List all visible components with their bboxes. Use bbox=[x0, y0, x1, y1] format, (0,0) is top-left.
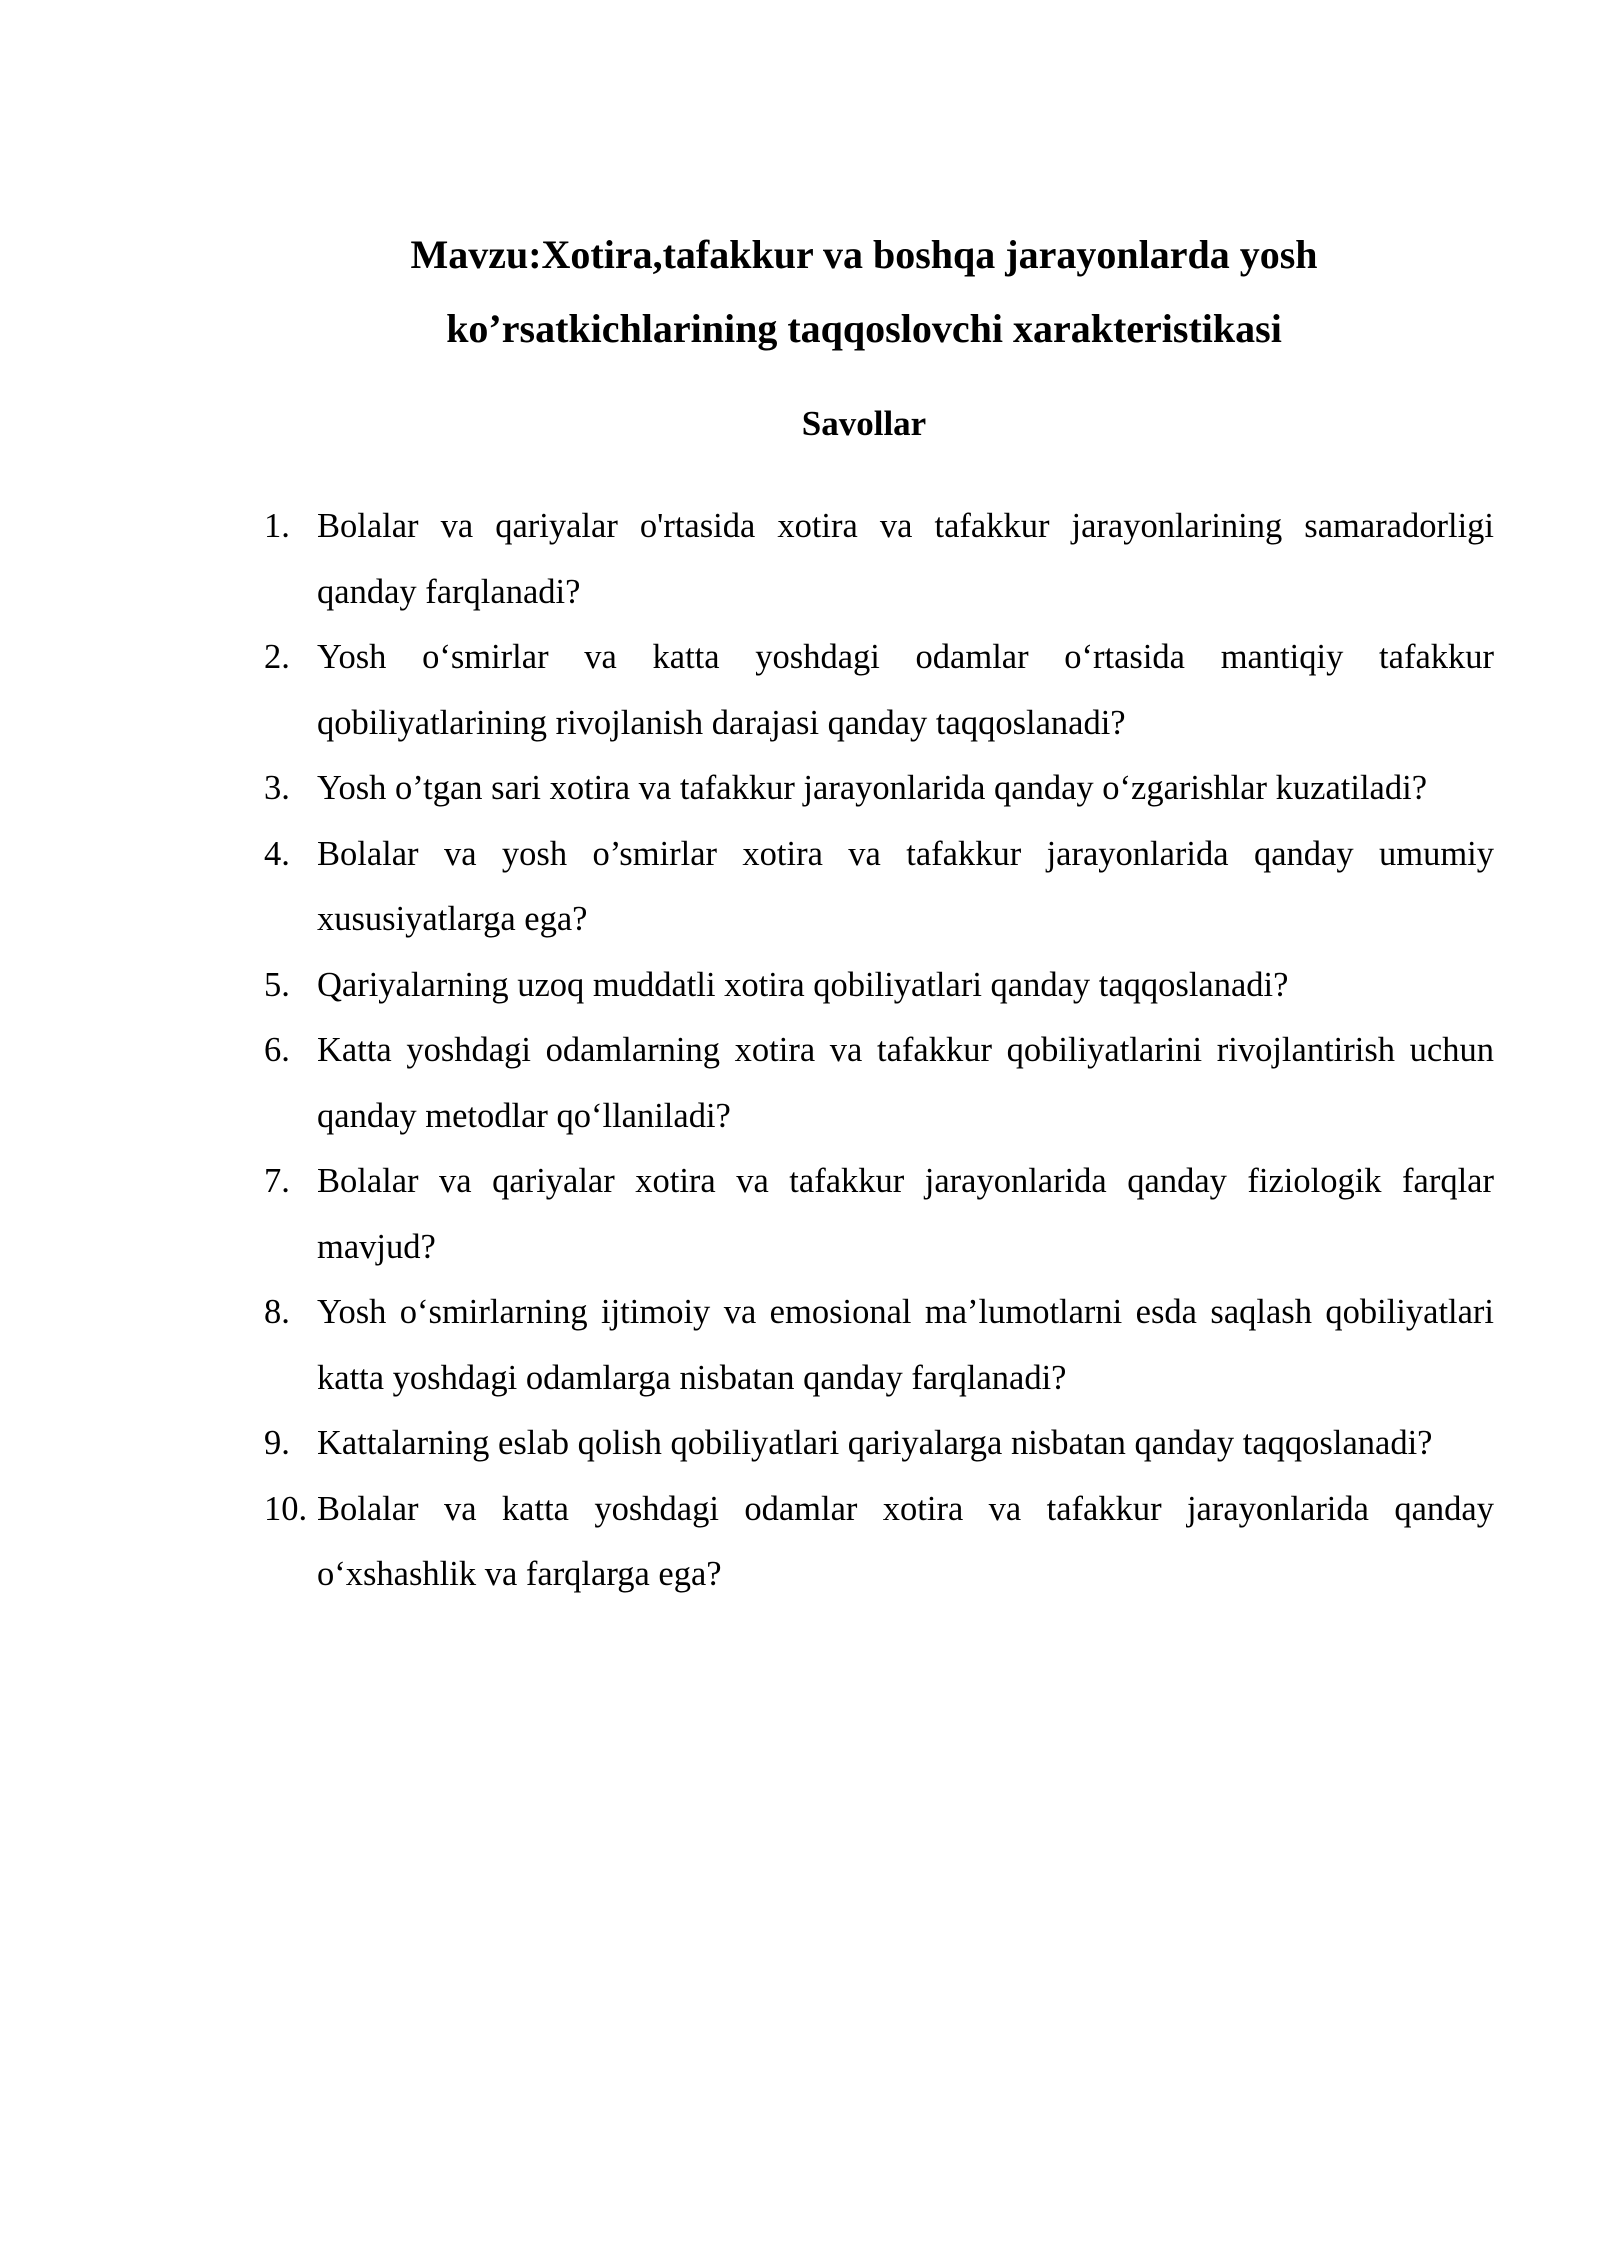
title-line-1: Mavzu:Xotira,tafakkur va boshqa jarayonlarda yosh bbox=[410, 232, 1318, 277]
question-list bbox=[264, 494, 1494, 1608]
question-item bbox=[264, 1280, 1494, 1411]
question-text: Bolalar va qariyalar o'rtasida xotira va tafakkur jarayonlarining samaradorligi qanday farqlanadi? bbox=[317, 507, 1494, 611]
question-text: Yosh oʻsmirlar va katta yoshdagi odamlar oʻrtasida mantiqiy tafakkur qobiliyatlarining rivojlanish darajasi qanday taqqoslanadi? bbox=[317, 638, 1494, 742]
question-text: Katta yoshdagi odamlarning xotira va tafakkur qobiliyatlarini rivojlantirish uchun qanday metodlar qoʻllaniladi? bbox=[317, 1031, 1494, 1135]
question-item bbox=[264, 953, 1494, 1019]
question-text: Bolalar va katta yoshdagi odamlar xotira va tafakkur jarayonlarida qanday oʻxshashlik va farqlarga ega? bbox=[317, 1489, 1494, 1593]
question-text: Kattalarning eslab qolish qobiliyatlari qariyalarga nisbatan qanday taqqoslanadi? bbox=[317, 1424, 1433, 1462]
question-number: 5. bbox=[264, 965, 290, 1004]
question-text: Yosh oʻsmirlarning ijtimoiy va emosional ma’lumotlarni esda saqlash qobiliyatlari katta yoshdagi odamlarga nisbatan qanday farqlanadi? bbox=[317, 1293, 1494, 1397]
question-item bbox=[264, 1018, 1494, 1149]
question-number: 2. bbox=[264, 638, 290, 676]
question-number: 7. bbox=[264, 1162, 290, 1200]
question-number: 6. bbox=[264, 1031, 290, 1069]
question-text: Yosh o’tgan sari xotira va tafakkur jarayonlarida qanday oʻzgarishlar kuzatiladi? bbox=[317, 769, 1428, 807]
question-number: 1. bbox=[264, 507, 290, 545]
question-text: Qariyalarning uzoq muddatli xotira qobiliyatlari qanday taqqoslanadi? bbox=[317, 965, 1289, 1004]
question-item bbox=[264, 625, 1494, 756]
question-number: 8. bbox=[264, 1293, 290, 1331]
page-title bbox=[0, 218, 1600, 366]
question-number: 3. bbox=[264, 769, 290, 807]
question-number: 10. bbox=[264, 1489, 308, 1528]
question-item bbox=[264, 756, 1494, 822]
question-item bbox=[264, 494, 1494, 625]
question-item bbox=[264, 1477, 1494, 1608]
section-heading: Savollar bbox=[801, 404, 927, 443]
question-number: 4. bbox=[264, 834, 290, 873]
question-number: 9. bbox=[264, 1424, 290, 1462]
question-text: Bolalar va yosh o’smirlar xotira va tafakkur jarayonlarida qanday umumiy xususiyatlarga ega? bbox=[317, 834, 1494, 938]
title-line-2: ko’rsatkichlarining taqqoslovchi xarakteristikasi bbox=[446, 306, 1282, 351]
question-item bbox=[264, 1411, 1494, 1477]
question-text: Bolalar va qariyalar xotira va tafakkur jarayonlarida qanday fiziologik farqlar mavjud? bbox=[317, 1162, 1494, 1266]
question-item bbox=[264, 822, 1494, 953]
question-item bbox=[264, 1149, 1494, 1280]
